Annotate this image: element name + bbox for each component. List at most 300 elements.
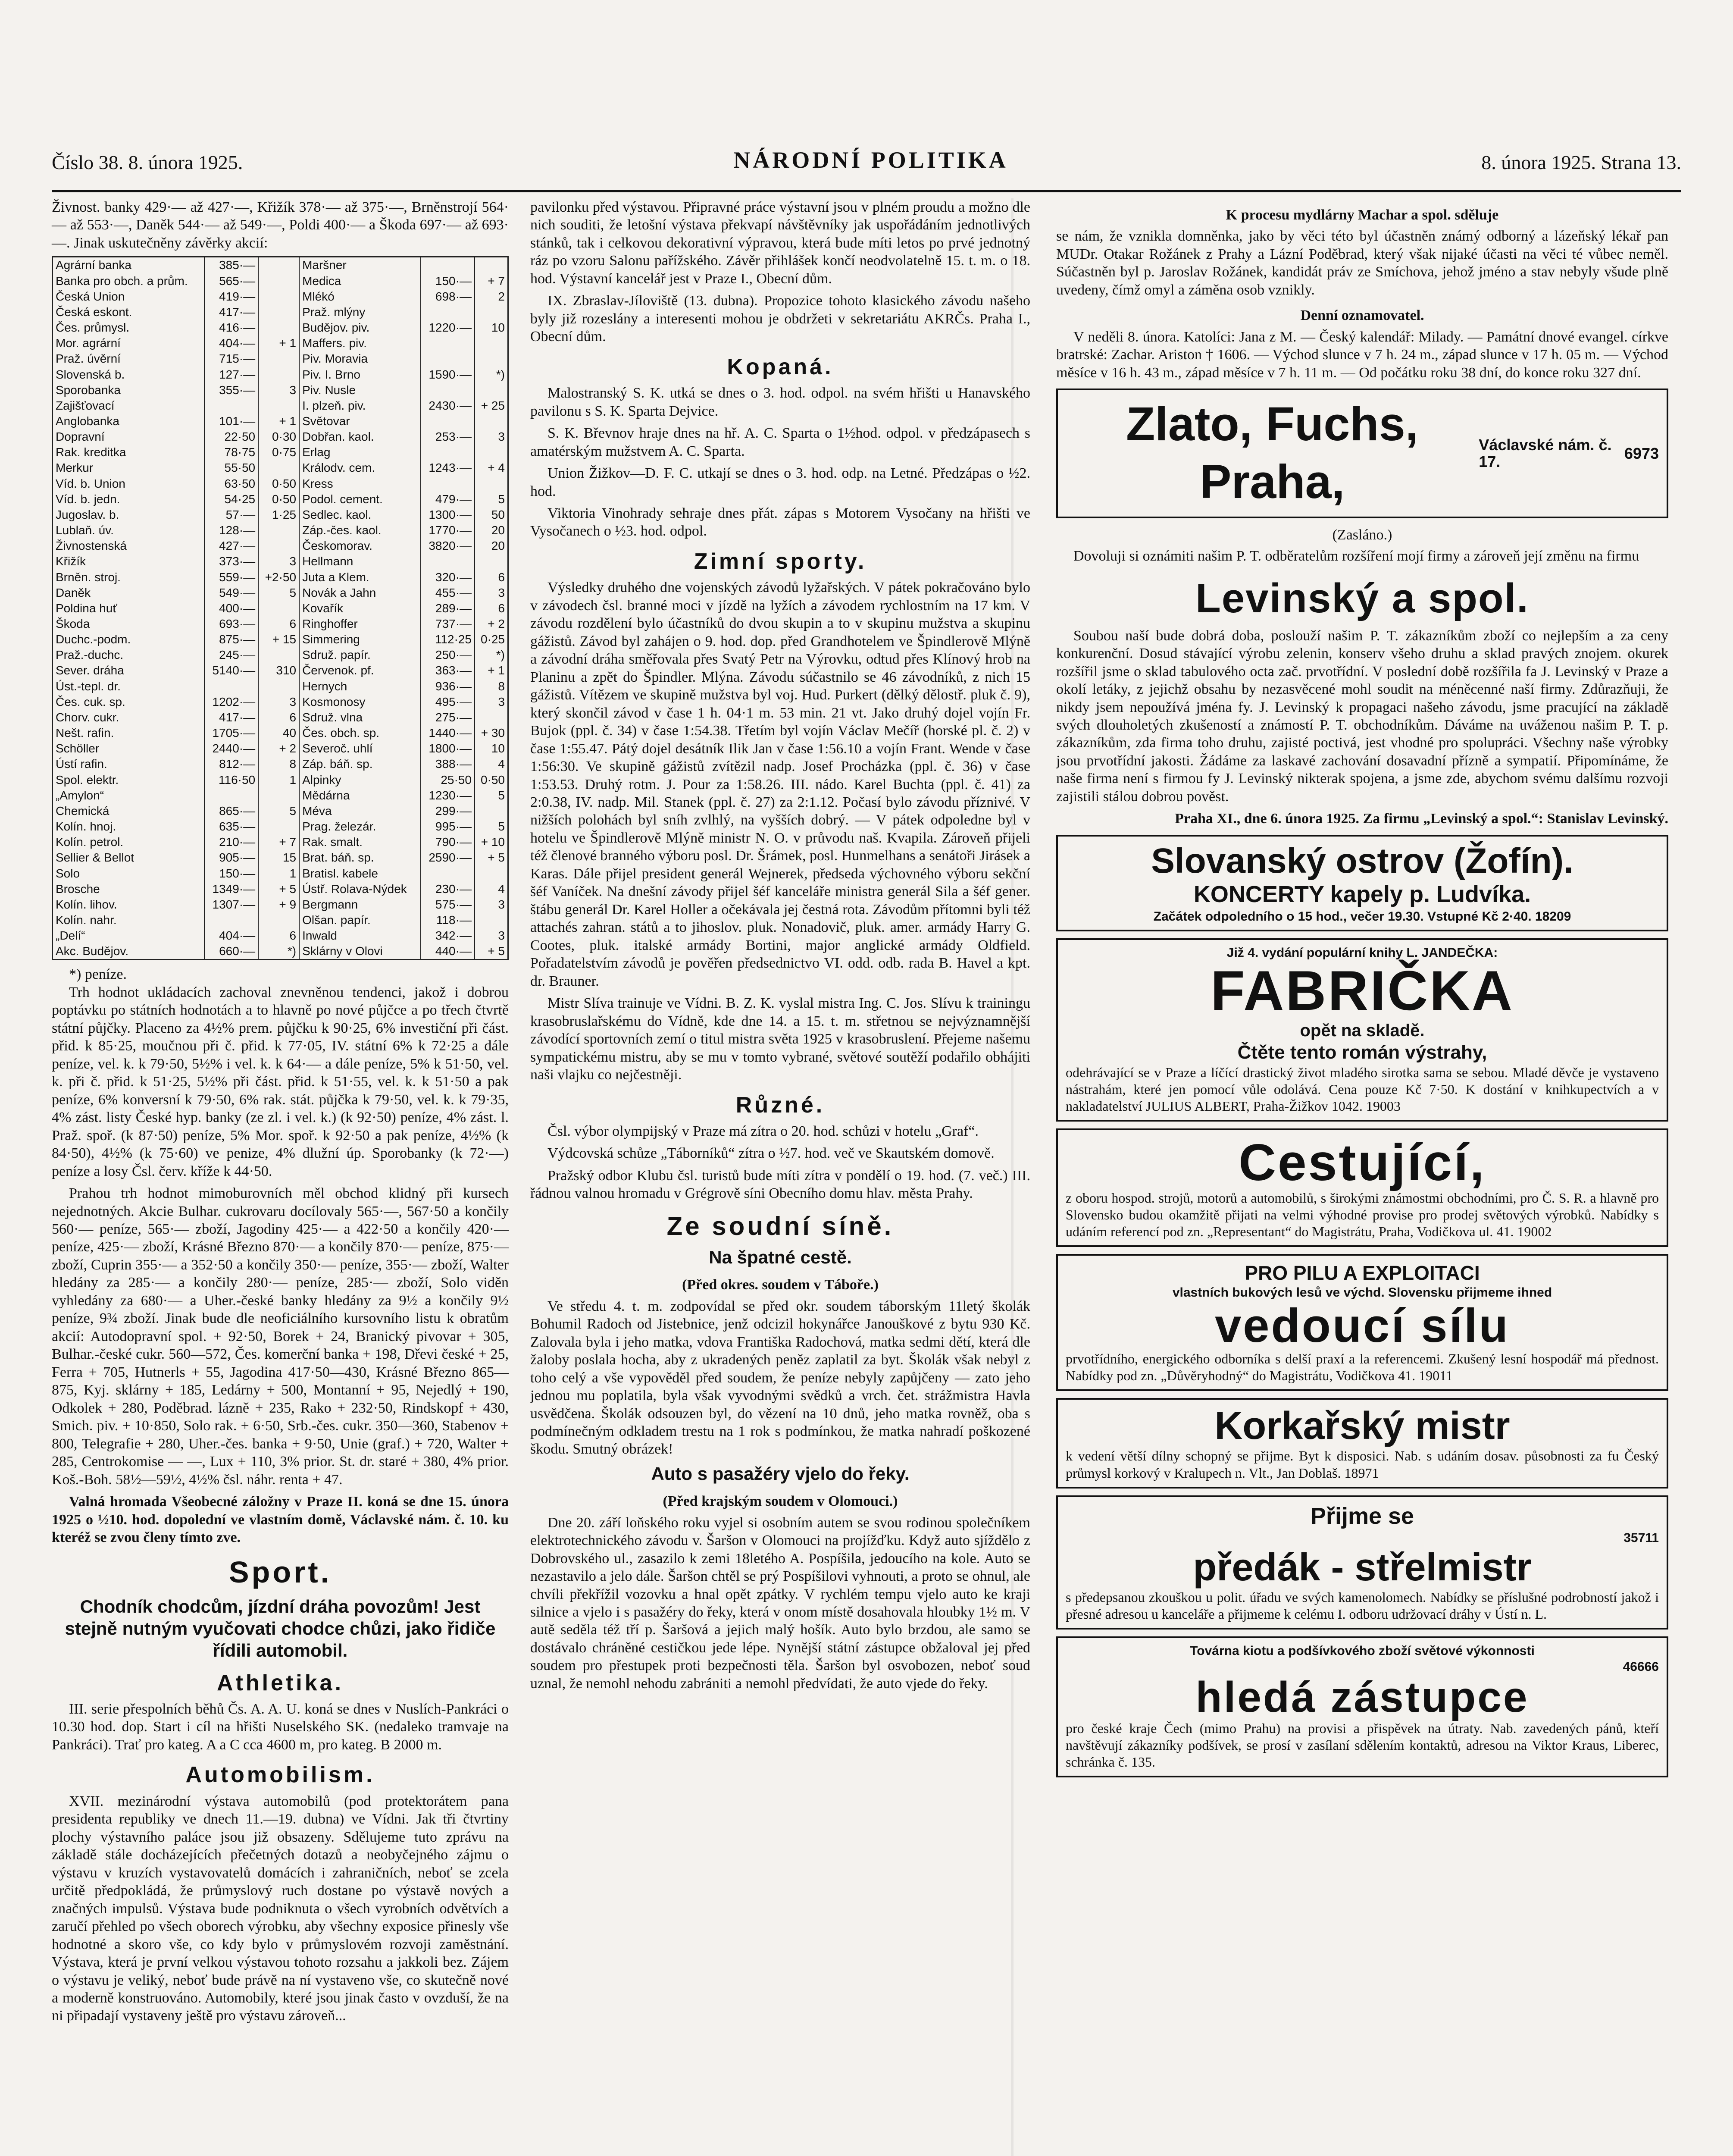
stock-table-cell: Schöller bbox=[53, 741, 205, 756]
stock-table-cell: Nešt. rafin. bbox=[53, 725, 205, 741]
stock-table-cell bbox=[421, 304, 475, 320]
stock-table-cell: Zajišťovací bbox=[53, 398, 205, 414]
stock-table-row bbox=[53, 943, 508, 960]
stock-table-cell: Česká Union bbox=[53, 289, 205, 304]
stock-table-cell bbox=[421, 257, 475, 273]
stock-table-cell: + 7 bbox=[258, 834, 299, 850]
stock-table-cell: Kress bbox=[299, 476, 421, 492]
stock-table-cell bbox=[475, 304, 508, 320]
stock-table-cell: 905·— bbox=[204, 850, 258, 865]
stock-table-cell: Kolín. lihov. bbox=[53, 897, 205, 912]
stock-table-cell: 995·— bbox=[421, 819, 475, 834]
stock-table-cell: 342·— bbox=[421, 928, 475, 943]
stock-table-cell bbox=[475, 554, 508, 569]
stock-table-cell: 0·50 bbox=[258, 492, 299, 507]
stock-table-cell: Brat. báň. sp. bbox=[299, 850, 421, 865]
stock-table-row bbox=[53, 710, 508, 725]
meeting-notice: Valná hromada Všeobecné záložny v Praze II. koná se dne 15. února 1925 o ½10. hod. dopolední ve vlastním domě, Václavské nám. č. 10. ku kteréž se zvou členy tímto zve. bbox=[52, 1494, 509, 1545]
stock-table-cell: 3820·— bbox=[421, 538, 475, 554]
stock-table-row bbox=[53, 679, 508, 694]
unlisted-market-text: Prahou trh hodnot mimoburovních měl obchod klidný při kursech nejednotných. Akcie Bulhar. cukrovaru docílovaly 565·—, 567·50 a končily 560·— peníze, 565·— zboží, Jagodiny 425·— a 422·50 a končily 420·— peníze, 425·— zboží, Krásné Březno 870·— a končily 870·— peníze, 875·— zboží, Cuprin 355·— a 352·50 a končily 350·— peníze, 355·— zboží, Walter hledány za 285·— a končily 280·— peníze, 285·— zboží, Solo viděn vyhledány za 680·— a Uher.-české banky hledány za 9½ a končily 9½ peníze, 9¾ zboží. Jinak bude dle neoficiálního kursovního listu k obratům akcií: Autodopravní spol. + 92·50, Borek + 24, Branický pivovar + 305, Bulhar.-české cukr. 560—572, Čes. komerční banka + 198, Dřevi české + 25, Ferra + 705, Hutnerls + 55, Jagodina 417·50—430, Krásné Březno 865—875, Kyj. sklárny + 185, Ledárny + 500, Montanní + 95, Nejedlý + 190, Odkolek + 280, Poděbrad. lázně + 235, Rako + 232·50, Rindskopf + 430, Smich. piv. + 10·850, Solo rak. + 6·50, Srb.-čes. cukr. 350—360, Stabenov + 800, Telegrafie + 280, Uher.-čes. banka + 9·50, Unie (graf.) + 720, Walter + 285, Centrokomise — —, Lux + 110, 3% prior. St. dr. staré + 380, 4% prior. Koš.-Boh. 58½—59½, 4½% čsl. náhr. renta + 47. bbox=[52, 1185, 509, 1488]
stock-table-cell: Sdruž. vlna bbox=[299, 710, 421, 725]
stock-table-cell bbox=[258, 538, 299, 554]
sport-slogan: Chodník chodcům, jízdní dráha povozům! Jest stejně nutným vyučovati chodce chůzi, jako řidiče řídili automobil. bbox=[65, 1596, 496, 1661]
stock-table-cell: 55·50 bbox=[204, 460, 258, 476]
stock-table-cell: 416·— bbox=[204, 320, 258, 335]
zaslano-label: (Zasláno.) bbox=[1332, 526, 1392, 543]
stock-table-cell: 388·— bbox=[421, 756, 475, 772]
stock-table-cell: Hellmann bbox=[299, 554, 421, 569]
stock-table-cell: Kolín. petrol. bbox=[53, 834, 205, 850]
stock-table-cell bbox=[475, 335, 508, 351]
stock-table-cell bbox=[475, 803, 508, 819]
ad-vedouci-silu bbox=[1056, 1254, 1668, 1391]
auto-river-court: (Před krajským soudem v Olomouci.) bbox=[663, 1493, 898, 1510]
stock-table-cell: 1·25 bbox=[258, 507, 299, 523]
stock-table-cell: Novák a Jahn bbox=[299, 585, 421, 601]
stock-table-cell bbox=[421, 866, 475, 881]
stock-table-cell: Lublaň. úv. bbox=[53, 523, 205, 538]
stock-table-row bbox=[53, 912, 508, 928]
stock-table-row bbox=[53, 476, 508, 492]
column-3 bbox=[1056, 198, 1668, 1784]
ad-pilu-sub: vlastních bukových lesů ve výchd. Slovensku přijmeme ihned bbox=[1172, 1285, 1552, 1300]
stock-table-row bbox=[53, 663, 508, 678]
ad-predak-strelmistr bbox=[1056, 1495, 1668, 1630]
stock-table-cell: 127·— bbox=[204, 367, 258, 382]
ad-fabricka-text: odehrávající se v Praze a líčící drastický život mladého sirotka sama se sebou. Mladé děvče je vystaveno nástrahám, které jen pomocí vůle odolává. Cena pouze Kč 7·50. K dostání v knihkupectvích a v nakladatelství JULIUS ALBERT, Praha-Žižkov 1042. 19003 bbox=[1066, 1065, 1659, 1114]
stock-table-cell: Podol. cement. bbox=[299, 492, 421, 507]
stock-table-cell bbox=[475, 476, 508, 492]
stock-table-cell: Bergmann bbox=[299, 897, 421, 912]
stock-table-row bbox=[53, 492, 508, 507]
misc-heading: Různé. bbox=[735, 1092, 825, 1118]
stock-table-cell: 373·— bbox=[204, 554, 258, 569]
misc-item-3: Pražský odbor Klubu čsl. turistů bude míti zítra v pondělí o 19. hod. (7. več.) III. řádnou valnou hromadu v Grégrově síni Obecního domu hlav. města Prahy. bbox=[530, 1167, 1030, 1202]
stock-table-cell: Ústí rafin. bbox=[53, 756, 205, 772]
stock-table-cell: 275·— bbox=[421, 710, 475, 725]
stock-table-cell: 2430·— bbox=[421, 398, 475, 414]
stock-table-cell: 25·50 bbox=[421, 772, 475, 788]
stock-table-cell bbox=[421, 554, 475, 569]
stock-table-row bbox=[53, 694, 508, 710]
stock-table-cell: + 5 bbox=[475, 850, 508, 865]
stock-table-cell: 3 bbox=[475, 694, 508, 710]
stock-table-cell: Merkur bbox=[53, 460, 205, 476]
stock-table-cell: Záp.-čes. kaol. bbox=[299, 523, 421, 538]
stock-table-row bbox=[53, 834, 508, 850]
stock-table-row bbox=[53, 382, 508, 398]
stock-table-row bbox=[53, 320, 508, 335]
stock-table-cell: 549·— bbox=[204, 585, 258, 601]
stock-table-cell: 1202·— bbox=[204, 694, 258, 710]
stock-table-cell bbox=[421, 335, 475, 351]
stock-table-cell bbox=[258, 257, 299, 273]
ski-race-text: Výsledky druhého dne vojenských závodů lyžařských. V pátek pokračováno bylo v závodech čsl. branné moci v jízdě na lyžích a závodem rychlostním na 17 km. V závodu rozdělení bylo účastníků do dvou skupin a to v skupinu mužstva a skupinu gážistů. Závod byl zahájen o 9. hod. dop. před Grandhotelem ve Špindlerově Mlýně a závodní dráha směřovala přes Svatý Petr na Výrovku, odtud přes Klínový hrob na Planinu a zpět do Špindler. Mlýna. Závodu súčastnilo se 46 závodníků, z nich 15 gážistů. Vítězem ve skupině mužstva byl voj. Hud. Purkert (dělký dělostř. pluk č. 9), který skončil závod v čase 1 h. 04·1 m. 53 min. 21 vt. Jako druhý dojel vojín Fr. Bujok (ppl. č. 34) v čase 1:54.38. Třetím byl vojín Václav Mečíř (horské pl. č. 2) v čase 1:55.47. Pátý dojel desátník Ilik Jan v čase 1:56.10 a vojín Frant. Wende v čase 1:56:30. Ve skupině gážistů zvítězil nadp. Josef Procházka (ppl. č. 36) v čase 1:53.53. Druhý rotm. J. Pour za 1:58.26. III. nádo. Karel Buchta (ppl. č. 41) za 2:0.38, IV. nadp. Mil. Stanek (ppl. č. 27) za 2:1.12. Počasí bylo závodu příznivé. V nižších polohách byl sníh zvlhlý, na vyšších dobrý. — V pátek odpoledne byl v hotelu ve Špindlerově Mlýně ministr N. O. v průvodu naš. Kvapila. Zároveň přijeli též členové branného výboru posl. Dr. Šrámek, posl. Hunmelhans a senátoři Jirásek a Karas. Dále přijel president generál Wejnerek, předseda výchovného výboru sekční šéf Vaníček. Na dnešní závody přijel šéf kanceláře ministra generál Sila a šéf gener. štábu generál Dr. Karel Holler a očekávala jej čestná rota. Závodům přítomni byli též attachés zahran. států a to jihoslov. pluk. Nonadovič, pluk. amer. armády Harry G. Cootes, pluk. italské armády Bortini, major anglické armády Oldfield. Pořadatelstvím závodů je pověřen předsednictvo VI. odd. odb. rada B. Havel a kpt. dr. Brauner. bbox=[530, 580, 1030, 989]
stock-table-cell: 6 bbox=[258, 928, 299, 943]
ad-cestujici bbox=[1056, 1128, 1668, 1247]
stock-table-cell: 20 bbox=[475, 538, 508, 554]
stock-table-cell: 0·50 bbox=[475, 772, 508, 788]
stock-table-cell: Prag. železár. bbox=[299, 819, 421, 834]
newspaper-title: NÁRODNÍ POLITIKA bbox=[733, 147, 1008, 173]
stock-table-cell: Chemická bbox=[53, 803, 205, 819]
stock-table-cell: 479·— bbox=[421, 492, 475, 507]
stock-table-row bbox=[53, 772, 508, 788]
athletics-text: III. serie přespolních běhů Čs. A. A. U. koná se dnes v Nuslích-Pankráci o 10.30 hod. dop. Start i cíl na hřišti Nuselského SK. (nedaleko tramvaje na Pankráci). Trať pro kateg. A a C cca 4600 m, pro kateg. B 2000 m. bbox=[52, 1701, 509, 1753]
stock-table-cell: 116·50 bbox=[204, 772, 258, 788]
exhibition-text: pavilonku před výstavou. Připravné práce výstavní jsou v plném proudu a možno dle nich souditi, že letošní výstava překvapí návštěvníky jak uspořádáním jednotlivých stánků, tak i celkovou dekorativní výpravou, která bude míti letos po prvé jednotný ráz po vzoru Salonu pařížského. Závěr přihlášek končí neodvolatelně 15. t. m. o 18. hod. Výstavní kancelář jest v Praze I., Obecní dům. bbox=[530, 199, 1030, 287]
stock-table-row bbox=[53, 850, 508, 865]
stock-table-cell: 1705·— bbox=[204, 725, 258, 741]
stock-table-cell: Křižík bbox=[53, 554, 205, 569]
stock-table-cell: 417·— bbox=[204, 304, 258, 320]
stock-table-cell: Juta a Klem. bbox=[299, 570, 421, 585]
stock-table-cell: + 4 bbox=[475, 460, 508, 476]
stock-table-cell: 5140·— bbox=[204, 663, 258, 678]
stock-table-cell: 427·— bbox=[204, 538, 258, 554]
stock-table-cell: *) bbox=[475, 647, 508, 663]
stock-table-cell: 3 bbox=[475, 585, 508, 601]
stock-table-cell: Duchc.-podm. bbox=[53, 632, 205, 647]
stock-table-cell: Maffers. piv. bbox=[299, 335, 421, 351]
stock-table-cell bbox=[421, 382, 475, 398]
stock-table-cell: 698·— bbox=[421, 289, 475, 304]
stock-table-cell: +2·50 bbox=[258, 570, 299, 585]
court-name: (Před okres. soudem v Táboře.) bbox=[682, 1277, 879, 1293]
stock-table-row bbox=[53, 616, 508, 632]
sport-heading: Sport. bbox=[228, 1555, 332, 1589]
stock-table-cell: 128·— bbox=[204, 523, 258, 538]
athletics-heading: Athletika. bbox=[216, 1670, 344, 1695]
stock-table-cell: 1590·— bbox=[421, 367, 475, 382]
stock-table-cell: Sellier & Bellot bbox=[53, 850, 205, 865]
stock-table-cell: Inwald bbox=[299, 928, 421, 943]
stock-table-cell: 6 bbox=[475, 601, 508, 616]
stock-table-cell: 404·— bbox=[204, 335, 258, 351]
ad-vedouci-text: prvotřídního, energického odborníka s delší praxí a la referencemi. Zkušený lesní hospodář má přednost. Nabídky pod zn. „Důvěryhodný“ do Magistrátu, Vodičkova 41. 19011 bbox=[1066, 1351, 1659, 1384]
stock-table-cell bbox=[258, 273, 299, 289]
stock-table-row bbox=[53, 601, 508, 616]
ad-koncerty-details: Začátek odpoledního o 15 hod., večer 19.30. Vstupné Kč 2·40. 18209 bbox=[1153, 909, 1571, 924]
stock-table-cell: Medica bbox=[299, 273, 421, 289]
stock-table-row bbox=[53, 881, 508, 897]
stock-table-cell bbox=[258, 351, 299, 367]
stock-table-cell: 1220·— bbox=[421, 320, 475, 335]
stock-table-cell: Ringhoffer bbox=[299, 616, 421, 632]
stock-table-cell: Daněk bbox=[53, 585, 205, 601]
skating-text: Mistr Slíva trainuje ve Vídni. B. Z. K. vyslal mistra Ing. C. Jos. Slívu k trainingu krasobruslařskému do Vídně, kde dne 14. a 15. t. m. střetnou se nejvýznamnější závodící sportovních zemí o titul mistra světa 1925 v krasobruslení. Přejeme našemu sympatickému mistru, aby se mu v tomto vybrané, světové soutěží podařilo obhájiti naši vlajku co nejčestněji. bbox=[530, 995, 1030, 1083]
stock-table-row bbox=[53, 725, 508, 741]
stock-table-row bbox=[53, 554, 508, 569]
stock-table-cell bbox=[421, 445, 475, 460]
stock-table-cell: 419·— bbox=[204, 289, 258, 304]
stock-table-cell: 495·— bbox=[421, 694, 475, 710]
stock-table-cell: 565·— bbox=[204, 273, 258, 289]
stock-table-row bbox=[53, 429, 508, 445]
stock-table-cell: 5 bbox=[475, 788, 508, 803]
stock-table-cell: 299·— bbox=[421, 803, 475, 819]
stock-table-cell bbox=[204, 912, 258, 928]
stock-table-cell: Jugoslav. b. bbox=[53, 507, 205, 523]
stock-table-cell: 3 bbox=[475, 928, 508, 943]
stock-table-cell: Záp. báň. sp. bbox=[299, 756, 421, 772]
stock-table-cell: + 5 bbox=[475, 943, 508, 960]
stock-table-cell: Sklárny v Olovi bbox=[299, 943, 421, 960]
stock-table-cell: 150·— bbox=[204, 866, 258, 881]
stock-table-cell bbox=[258, 320, 299, 335]
stock-table-cell: 1770·— bbox=[421, 523, 475, 538]
stock-table-cell: + 25 bbox=[475, 398, 508, 414]
stock-table-cell: Praž. mlýny bbox=[299, 304, 421, 320]
stock-table-cell: + 5 bbox=[258, 881, 299, 897]
stock-table-cell: 3 bbox=[258, 694, 299, 710]
stock-table-cell: Hernych bbox=[299, 679, 421, 694]
stock-intro: Živnost. banky 429·— až 427·—, Křižík 378·— až 375·—, Brněnstrojí 564·— až 553·—, Daněk 544·— až 549·—, Poldi 400·— a Škoda 697·— až 693·—. Jinak uskutečněny závěrky akcií: bbox=[52, 199, 509, 251]
kopana-item-1: Malostranský S. K. utká se dnes o 3. hod. odpol. na svém hřišti u Hanavského pavilonu s S. K. Sparta Dejvice. bbox=[530, 385, 1030, 419]
stock-table-cell: 289·— bbox=[421, 601, 475, 616]
stock-table-note: *) peníze. bbox=[69, 966, 127, 983]
stock-table-cell bbox=[258, 289, 299, 304]
stock-table-cell: „Amylon“ bbox=[53, 788, 205, 803]
stock-table-row bbox=[53, 351, 508, 367]
misc-item-1: Čsl. výbor olympijský v Praze má zítra o 20. hod. schůzi v hotelu „Graf“. bbox=[547, 1123, 979, 1139]
stock-table-cell: Alpinky bbox=[299, 772, 421, 788]
stock-table-cell: 5 bbox=[258, 803, 299, 819]
stock-table-cell: Banka pro obch. a prům. bbox=[53, 273, 205, 289]
stock-table-cell: 40 bbox=[258, 725, 299, 741]
stock-table-cell: *) bbox=[258, 943, 299, 960]
ad-fabricka-top: Již 4. vydání populární knihy L. JANDEČKA: bbox=[1226, 946, 1498, 960]
machar-notice-heading: K procesu mydlárny Machar a spol. sděluje bbox=[1226, 207, 1499, 223]
court-heading: Ze soudní síně. bbox=[666, 1211, 894, 1241]
stock-table-cell: 790·— bbox=[421, 834, 475, 850]
stock-table-cell bbox=[258, 912, 299, 928]
stock-table-cell: 5 bbox=[475, 819, 508, 834]
stock-table-cell: Světovar bbox=[299, 414, 421, 429]
stock-table-cell: 575·— bbox=[421, 897, 475, 912]
daily-announcer-text: V neděli 8. února. Katolíci: Jana z M. — Český kalendář: Milady. — Památní dnové evangel. církve bratrské: Zachar. Ariston † 1606. — Východ slunce v 7 h. 24 m., západ slunce v 17 h. 05 m. — Východ měsíce v 16 h. 43 m., západ měsíce v 7 h. 11 m. — Od počátku roku 38 dní, do konce roku 327 dní. bbox=[1056, 329, 1668, 381]
stock-table-row bbox=[53, 414, 508, 429]
stock-table-cell bbox=[258, 460, 299, 476]
newspaper-page bbox=[52, 26, 1681, 2156]
stock-table-cell: 737·— bbox=[421, 616, 475, 632]
stock-table-row bbox=[53, 897, 508, 912]
stock-table-cell: Dopravní bbox=[53, 429, 205, 445]
stock-table-row bbox=[53, 523, 508, 538]
stock-table-cell: 363·— bbox=[421, 663, 475, 678]
stock-table-cell: Čes. cuk. sp. bbox=[53, 694, 205, 710]
stock-table-cell: 2 bbox=[475, 289, 508, 304]
stock-table-cell: 320·— bbox=[421, 570, 475, 585]
stock-table-cell: 875·— bbox=[204, 632, 258, 647]
stock-table-cell: 4 bbox=[475, 756, 508, 772]
stock-table-cell: Sdruž. papír. bbox=[299, 647, 421, 663]
stock-table-cell: 101·— bbox=[204, 414, 258, 429]
stock-table-cell: 559·— bbox=[204, 570, 258, 585]
stock-table-cell: Praž. úvěrní bbox=[53, 351, 205, 367]
zbraslav-text: IX. Zbraslav-Jíloviště (13. dubna). Propozice tohoto klasického závodu našeho byly již rozeslány a interesenti mohou je obdržeti v sekretariátu AKRČs. Praha I., Obecní dům. bbox=[530, 293, 1030, 345]
stock-table-cell: + 2 bbox=[475, 616, 508, 632]
stock-table-cell: Kolín. nahr. bbox=[53, 912, 205, 928]
stock-table-cell: 63·50 bbox=[204, 476, 258, 492]
ad-fabricka-stock: opět na skladě. bbox=[1300, 1021, 1425, 1040]
stock-table-cell: Olšan. papír. bbox=[299, 912, 421, 928]
stock-table-cell: 210·— bbox=[204, 834, 258, 850]
stock-table-cell: 400·— bbox=[204, 601, 258, 616]
stock-table-cell: Ústř. Rolava-Nýdek bbox=[299, 881, 421, 897]
stock-table-cell: Úst.-tepl. dr. bbox=[53, 679, 205, 694]
stock-table-cell: Budějov. piv. bbox=[299, 320, 421, 335]
stock-table-cell: Dobřan. kaol. bbox=[299, 429, 421, 445]
date-page: 8. února 1925. Strana 13. bbox=[1481, 151, 1681, 173]
stock-table-cell bbox=[204, 398, 258, 414]
stock-table-cell: 20 bbox=[475, 523, 508, 538]
stock-table-cell: Solo bbox=[53, 866, 205, 881]
stock-table-cell: 112·25 bbox=[421, 632, 475, 647]
stock-table-cell: Piv. Moravia bbox=[299, 351, 421, 367]
stock-table bbox=[52, 256, 509, 960]
stock-table-cell: 865·— bbox=[204, 803, 258, 819]
stock-table-cell: 355·— bbox=[204, 382, 258, 398]
stock-table-cell: Sever. dráha bbox=[53, 663, 205, 678]
stock-table-cell bbox=[204, 788, 258, 803]
stock-table-row bbox=[53, 866, 508, 881]
stock-table-cell: + 30 bbox=[475, 725, 508, 741]
stock-table-cell: 1300·— bbox=[421, 507, 475, 523]
stock-table-row bbox=[53, 788, 508, 803]
stock-table-cell: 118·— bbox=[421, 912, 475, 928]
stock-table-cell: Kolín. hnoj. bbox=[53, 819, 205, 834]
stock-table-cell: Chorv. cukr. bbox=[53, 710, 205, 725]
stock-table-cell: Mlékó bbox=[299, 289, 421, 304]
stock-table-row bbox=[53, 335, 508, 351]
levinsky-intro: Dovoluji si oznámiti našim P. T. odběratelům rozšíření mojí firmy a zároveň její změnu na firmu bbox=[1073, 548, 1639, 564]
stock-table-cell: Sporobanka bbox=[53, 382, 205, 398]
stock-table-cell bbox=[475, 414, 508, 429]
stock-table-cell: Brněn. stroj. bbox=[53, 570, 205, 585]
stock-table-cell: 715·— bbox=[204, 351, 258, 367]
stock-table-cell bbox=[421, 476, 475, 492]
stock-table-cell: 1440·— bbox=[421, 725, 475, 741]
bond-market-text: Trh hodnot ukládacích zachoval znevněnou tendenci, jakož i dobrou poptávku po státních hodnotách a to hlavně po nové půjčce a po třech čtvrtě státní půjčky. Placeno za 4½% prem. půjčku k 90·25, 6% investiční při část. přid. k 85·25, moučnou při č. přid. k 77·05, IV. státní 6% k 72·25 a dále peníze, vel. k. k 79·50, 5½% i vel. k. k 64·— a dále peníze, 5% k 51·50, vel. k. při č. přid. k 51·25, 5½% při část. přid. k 51·55, vel. k. k 51·50 a pak peníze, 6% konversní k 79·50, 6% rak. stát. půjčka k 79·50, vel. k. k 79·35, 4% zást. listy České hyp. banky (ze zl. i vel. k.) (k 92·50) peníze, 4% zást. l. Praž. spoř. (k 87·50) peníze, 5% Mor. spoř. k 92·50 a pak peníze, 4½% (k 84·50), 4½% (k 75·60) ve penize, 4% dlužní úp. Sporobanky (k 72·—) peníze a losy Čsl. červ. kříže k 44·50. bbox=[52, 984, 509, 1179]
stock-table-cell: 4 bbox=[475, 881, 508, 897]
column-2 bbox=[530, 198, 1030, 1697]
winter-sports-heading: Zimní sporty. bbox=[694, 548, 867, 574]
stock-table-cell: 245·— bbox=[204, 647, 258, 663]
stock-table-cell: Poldina huť bbox=[53, 601, 205, 616]
automobilism-heading: Automobilism. bbox=[185, 1762, 375, 1788]
stock-table-cell: Česká eskont. bbox=[53, 304, 205, 320]
stock-table-row bbox=[53, 304, 508, 320]
stock-table-cell bbox=[421, 414, 475, 429]
stock-table-cell: 455·— bbox=[421, 585, 475, 601]
stock-table-cell: Méva bbox=[299, 803, 421, 819]
stock-table-cell: Červenok. pf. bbox=[299, 663, 421, 678]
stock-table-cell: Erlag bbox=[299, 445, 421, 460]
stock-table-cell: 10 bbox=[475, 320, 508, 335]
ad-vedouci-title: vedoucí sílu bbox=[1215, 1299, 1510, 1352]
ad-fabricka bbox=[1056, 938, 1668, 1122]
stock-table-cell bbox=[475, 866, 508, 881]
stock-table-cell: 660·— bbox=[204, 943, 258, 960]
ad-fabricka-title: FABRIČKA bbox=[1211, 959, 1514, 1022]
stock-table-cell: *) bbox=[475, 367, 508, 382]
stock-table-cell bbox=[204, 679, 258, 694]
stock-table-cell: Čes. průmysl. bbox=[53, 320, 205, 335]
stock-table-cell: 0·25 bbox=[475, 632, 508, 647]
ad-slovansky-title: Slovanský ostrov (Žofín). bbox=[1151, 841, 1573, 881]
stock-table-row bbox=[53, 647, 508, 663]
stock-table-cell: Praž.-duchc. bbox=[53, 647, 205, 663]
levinsky-name: Levinský a spol. bbox=[1195, 575, 1529, 621]
stock-table-cell: 8 bbox=[258, 756, 299, 772]
ad-korkar-text: k vedení větší dílny schopný se přijme. Byt k disposici. Nab. s udáním dosav. působnosti za fu Český průmysl korkový v Kralupech n. Vlt., Jan Doblaš. 18971 bbox=[1066, 1448, 1659, 1481]
ad-koncerty-title: KONCERTY kapely p. Ludvíka. bbox=[1193, 881, 1531, 907]
stock-table-cell: 0·75 bbox=[258, 445, 299, 460]
stock-table-cell: + 2 bbox=[258, 741, 299, 756]
stock-table-cell: 3 bbox=[475, 897, 508, 912]
stock-table-cell: Čes. obch. sp. bbox=[299, 725, 421, 741]
stock-table-cell: Živnostenská bbox=[53, 538, 205, 554]
stock-table-cell: Mědárna bbox=[299, 788, 421, 803]
stock-table-cell bbox=[258, 367, 299, 382]
stock-table-cell: 0·30 bbox=[258, 429, 299, 445]
stock-table-cell: Brosche bbox=[53, 881, 205, 897]
stock-table-cell bbox=[258, 523, 299, 538]
stock-table-cell: 1230·— bbox=[421, 788, 475, 803]
stock-table-cell bbox=[421, 351, 475, 367]
auto-river-heading: Auto s pasažéry vjelo do řeky. bbox=[651, 1463, 910, 1484]
stock-table-cell bbox=[475, 351, 508, 367]
stock-table-cell bbox=[475, 382, 508, 398]
levinsky-text: Soubou naší bude dobrá doba, poslouží našim P. T. zákazníkům zboží co nejlepším a za ceny konkurenční. Dosud stávající výrobu zelenin, konserv všeho druhu a sklad pravých znojem. okurek rozšířil jsme o sklad tabulového octa zač. prvotřídní. V poslední době rozšířila fa J. Levinský v Praze a okolí letáky, z jejichž obsahu by nezasvěcené mohl soudit na méněcenné naší firmy. Zdůrazňuji, že nikdy jsem nepoužívá jména fy. J. Levinský k propagaci našeho závodu, jsme pracující na základě svých dlouholetých zkušeností a známostí P. T. obchodníkům. Dáváme na uváženou našim P. T. p. zákazníkům, zda firma toho druhu, zajisté poctivá, jest vhodné pro spolupráci. Všechny naše výrobky jsou prvotřídní jakosti. Žádáme za laskavé zachování dosavadní přízně a sympatií. Připomínáme, že naše firma není s firmou fy J. Levinský nikterak spojena, a jsme zde, abychom svému dalšímu rozvoji zajistili stálou dobrou pověst. bbox=[1056, 627, 1668, 805]
ad-zlato-title: Zlato, Fuchs, Praha, bbox=[1126, 398, 1419, 509]
daily-announcer-heading: Denní oznamovatel. bbox=[1300, 307, 1424, 324]
stock-table-cell: Bratisl. kabele bbox=[299, 866, 421, 881]
stock-table-cell: Akc. Budějov. bbox=[53, 943, 205, 960]
stock-table-cell: + 1 bbox=[258, 414, 299, 429]
stock-table-cell: Simmering bbox=[299, 632, 421, 647]
stock-table-cell: 1349·— bbox=[204, 881, 258, 897]
stock-table-cell: Kovařík bbox=[299, 601, 421, 616]
stock-table-cell bbox=[258, 788, 299, 803]
stock-table-cell: + 1 bbox=[258, 335, 299, 351]
stock-table-cell bbox=[258, 601, 299, 616]
issue-number: Číslo 38. 8. února 1925. bbox=[52, 151, 243, 173]
stock-table-cell: 78·75 bbox=[204, 445, 258, 460]
stock-table-cell: 22·50 bbox=[204, 429, 258, 445]
stock-table-cell: 3 bbox=[258, 382, 299, 398]
stock-table-cell: 6 bbox=[258, 616, 299, 632]
stock-table-cell: Piv. Nusle bbox=[299, 382, 421, 398]
stock-table-cell: Piv. I. Brno bbox=[299, 367, 421, 382]
stock-table-cell: Mor. agrární bbox=[53, 335, 205, 351]
stock-table-row bbox=[53, 507, 508, 523]
stock-table-cell: Rak. smalt. bbox=[299, 834, 421, 850]
stock-table-cell: 57·— bbox=[204, 507, 258, 523]
column-1 bbox=[52, 198, 509, 2029]
stock-table-cell: 2440·— bbox=[204, 741, 258, 756]
ad-pilu-title: PRO PILU A EXPLOITACI bbox=[1245, 1262, 1480, 1285]
ad-predak-number: 35711 bbox=[1624, 1531, 1659, 1545]
stock-table-row bbox=[53, 570, 508, 585]
stock-table-cell: 54·25 bbox=[204, 492, 258, 507]
stock-table-cell: 253·— bbox=[421, 429, 475, 445]
kopana-heading: Kopaná. bbox=[727, 354, 834, 379]
stock-table-cell: Kosmonosy bbox=[299, 694, 421, 710]
stock-table-cell: 1243·— bbox=[421, 460, 475, 476]
